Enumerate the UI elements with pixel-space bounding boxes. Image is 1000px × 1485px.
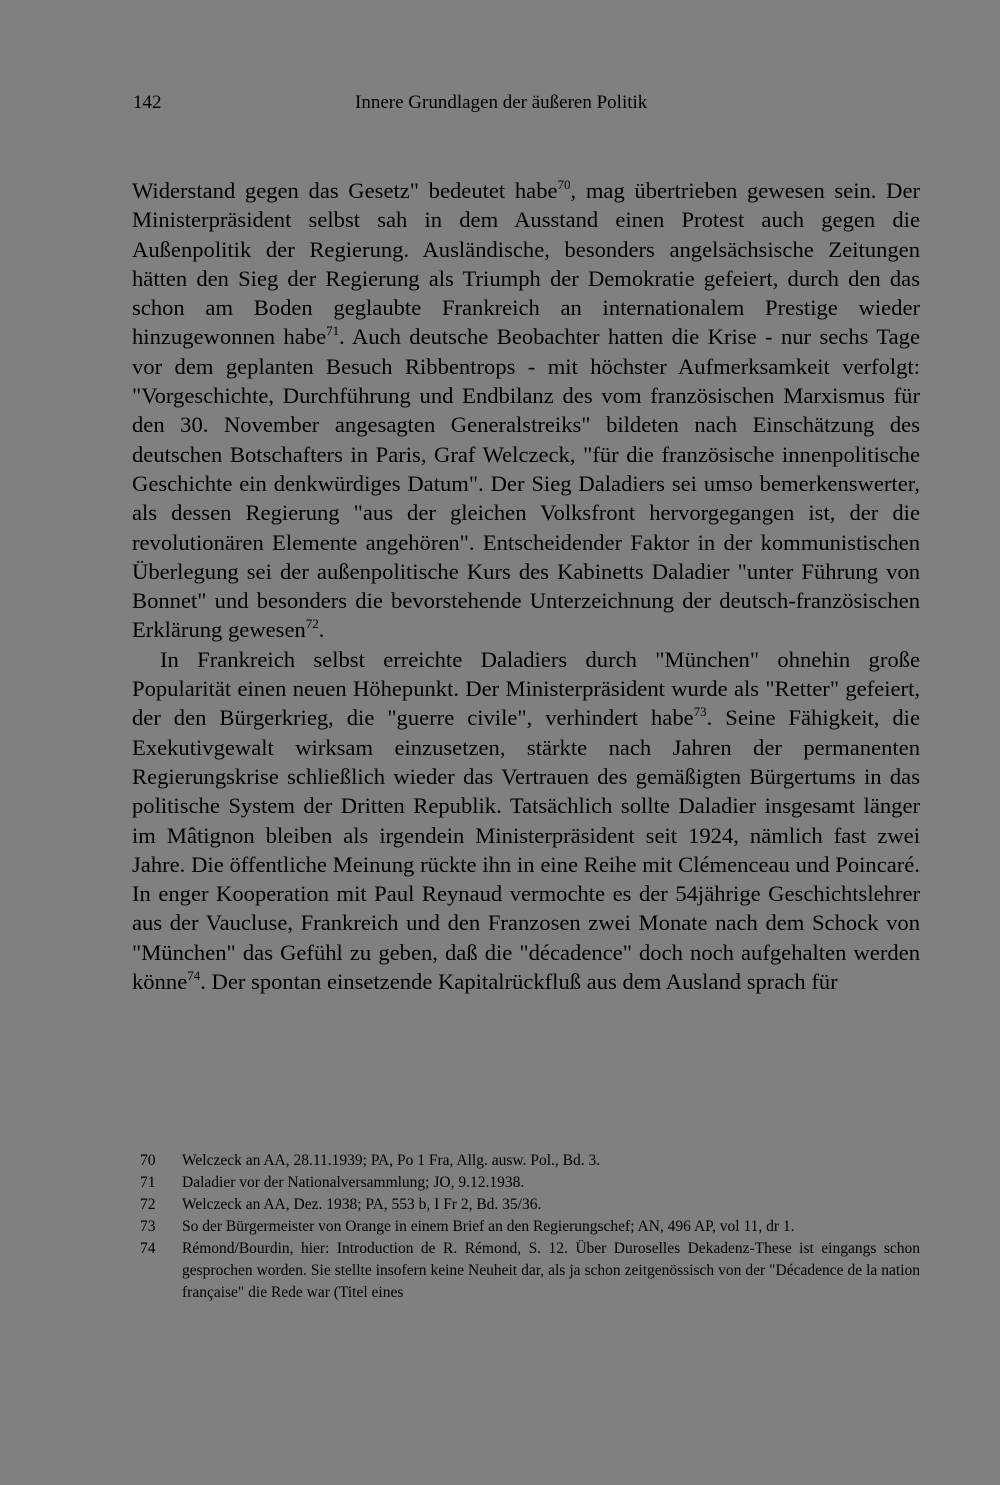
footnote-ref: 71 xyxy=(326,323,340,339)
footnote xyxy=(140,1238,920,1304)
footnote-text: Rémond/Bourdin, hier: Introduction de R. Rémond, S. 12. Über Duroselles Dekadenz-These ist eingangs schon gesprochen worden. Sie stellte insofern keine Neuheit dar, als ja schon zeitgenössisch von der "Décadence de la nation française" die Rede war (Titel eines xyxy=(182,1240,920,1301)
footnote-text: Welczeck an AA, 28.11.1939; PA, Po 1 Fra, Allg. ausw. Pol., Bd. 3. xyxy=(182,1152,601,1169)
footnote-number: 73 xyxy=(140,1218,156,1235)
footnote-ref: 73 xyxy=(693,704,707,720)
footnotes xyxy=(140,1150,920,1304)
text-run: . Auch deutsche Beobachter hatten die Krise - nur sechs Tage vor dem geplanten Besuch Ribbentrops - mit höchster Aufmerksamkeit verfolgt: "Vorgeschichte, Durchführung und Endbilanz des vom französischen Marxismus für den 30. November angesagten Generalstreiks" bildeten nach Einschätzung des deutschen Botschafters in Paris, Graf Welczeck, "für die französische innenpolitische Geschichte ein denkwürdiges Datum". Der Sieg Daladiers sei umso bemerkenswerter, als dessen Regierung "aus der gleichen Volksfront hervorgegangen ist, der die revolutionären Elemente angehören". Entscheidender Faktor in der kommunistischen Überlegung sei der außenpolitische Kurs des Kabinetts Daladier "unter Führung von Bonnet" und besonders die bevorstehende Unterzeichnung der deutsch-französischen Erklärung gewesen xyxy=(132,324,920,643)
footnote-text: So der Bürgermeister von Orange in einem Brief an den Regierungschef; AN, 496 AP, vol 11, dr 1. xyxy=(182,1218,795,1235)
running-title: Innere Grundlagen der äußeren Politik xyxy=(355,92,648,113)
body-paragraph xyxy=(132,176,920,645)
body-text xyxy=(132,176,920,996)
footnote-number: 70 xyxy=(140,1152,156,1169)
text-run: In Frankreich selbst erreichte Daladiers durch "München" ohnehin große Popularität einen neuen Höhepunkt. Der Ministerpräsident wurde als "Retter" gefeiert, der den Bürgerkrieg, die "guerre civile", verhindert habe xyxy=(132,646,920,731)
page-number: 142 xyxy=(133,92,162,113)
text-run: . xyxy=(318,617,325,643)
footnote xyxy=(140,1172,920,1194)
footnote-ref: 74 xyxy=(187,968,201,984)
footnote xyxy=(140,1216,920,1238)
footnote-number: 72 xyxy=(140,1196,156,1213)
text-run: Widerstand gegen das Gesetz" bedeutet habe xyxy=(132,178,558,203)
text-run: , mag übertrieben gewesen sein. Der Ministerpräsident selbst sah in dem Ausstand einen Protest auch gegen die Außenpolitik der Regierung. Ausländische, besonders angelsächsische Zeitungen hätten den Sieg der Regierung als Triumph der Demokratie gefeiert, durch den das schon am Boden geglaubte Frankreich an internationalem Prestige wieder hinzugewonnen habe xyxy=(132,178,920,350)
text-run: . Seine Fähigkeit, die Exekutivgewalt wirksam einzusetzen, stärkte nach Jahren der permanenten Regierungskrise schließlich wieder das Vertrauen des gemäßigten Bürgertums in das politische System der Dritten Republik. Tatsächlich sollte Daladier insgesamt länger im Mâtignon bleiben als irgendein Ministerpräsident seit 1924, nämlich fast zwei Jahre. Die öffentliche Meinung rückte ihn in eine Reihe mit Clémenceau und Poincaré. In enger Kooperation mit Paul Reynaud vermochte es der 54jährige Geschichtslehrer aus der Vaucluse, Frankreich und den Franzosen zwei Monate nach dem Schock von "München" das Gefühl zu geben, daß die "décadence" doch noch aufgehalten werden könne xyxy=(132,705,920,995)
footnote-ref: 70 xyxy=(557,177,571,192)
footnote-text: Daladier vor der Nationalversammlung; JO, 9.12.1938. xyxy=(182,1174,525,1191)
footnote xyxy=(140,1194,920,1216)
text-run: . Der spontan einsetzende Kapitalrückfluß aus dem Ausland sprach für xyxy=(200,969,838,995)
footnote-number: 71 xyxy=(140,1174,156,1191)
footnote-ref: 72 xyxy=(305,616,319,632)
footnote xyxy=(140,1150,920,1172)
footnote-number: 74 xyxy=(140,1240,156,1257)
body-paragraph xyxy=(132,645,920,997)
footnote-text: Welczeck an AA, Dez. 1938; PA, 553 b, I Fr 2, Bd. 35/36. xyxy=(182,1196,542,1213)
